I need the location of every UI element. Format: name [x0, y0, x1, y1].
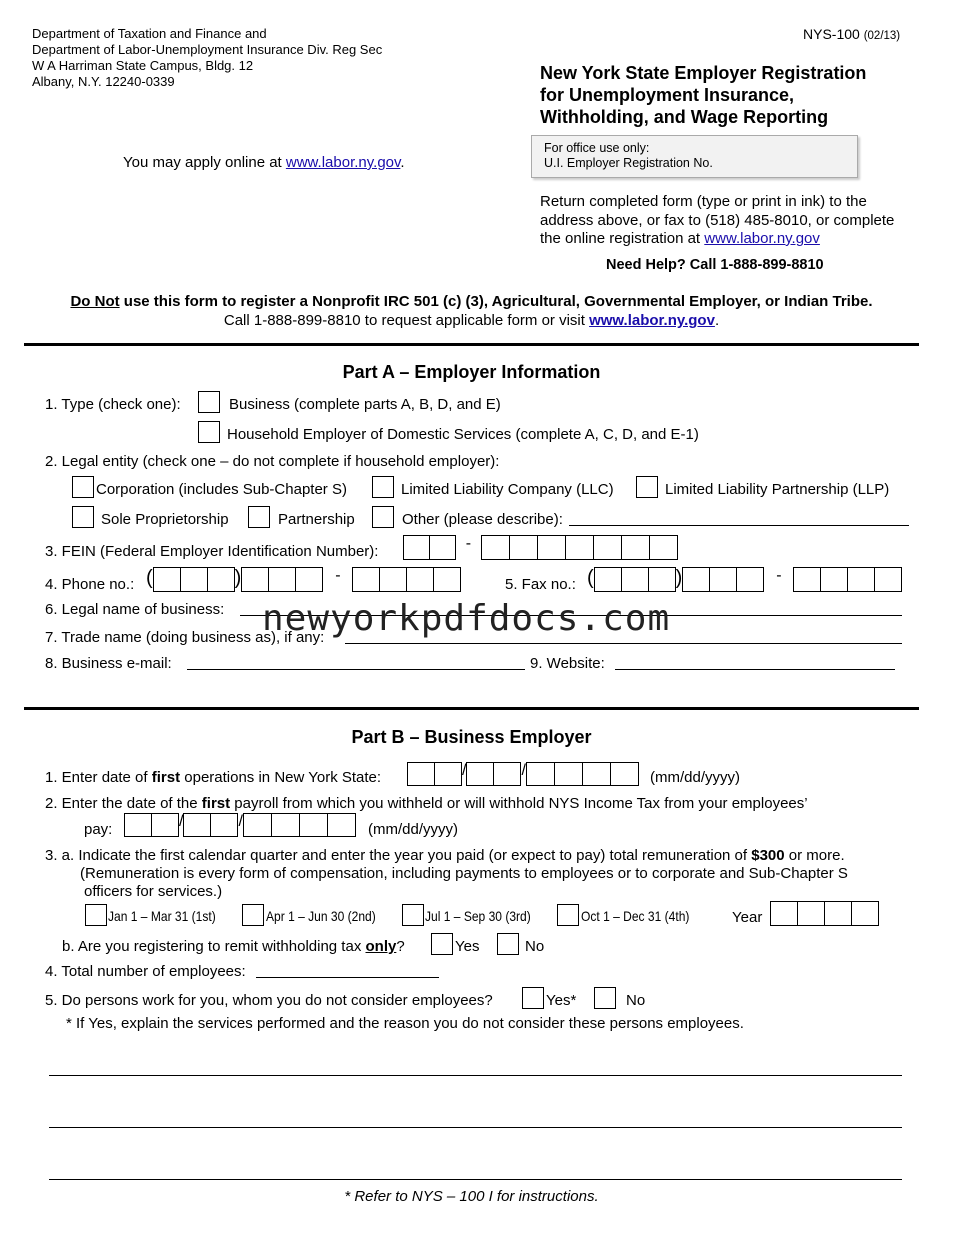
notice-line-2 — [0, 312, 943, 329]
llp-label: Limited Liability Partnership (LLP) — [665, 481, 890, 498]
q2-label: 2. Legal entity (check one – do not complete if household employer): — [45, 453, 500, 470]
b-q5-note: * If Yes, explain the services performed and the reason you do not consider these persons employees. — [66, 1015, 744, 1032]
yes-label: Yes — [455, 938, 480, 955]
labor-website-link[interactable]: www.labor.ny.gov — [285, 154, 401, 171]
return-line: the online registration at — [540, 230, 705, 247]
question-text: payroll from which you withheld or will withhold NYS Income Tax from your employees’ — [230, 795, 808, 812]
quarter-3-label — [425, 908, 548, 926]
q5-fax-label: 5. Fax no.: — [505, 576, 576, 593]
b-q3b-label — [62, 938, 405, 955]
punctuation: . — [714, 312, 720, 329]
return-line: Return completed form (type or print in ink) to the — [540, 193, 867, 210]
corporation-checkbox[interactable] — [72, 476, 94, 498]
registration-link[interactable]: www.labor.ny.gov — [704, 230, 820, 247]
question-text: operations in New York State: — [180, 769, 382, 786]
b-q3a-note: (Remuneration is every form of compensation, including payments to employees or to corporate and Sub-Chapter S — [80, 865, 848, 882]
quarter-3-checkbox[interactable] — [402, 904, 424, 926]
total-employees-field[interactable] — [256, 977, 439, 978]
no-label: No — [525, 938, 545, 955]
part-b-title: Part B – Business Employer — [351, 727, 592, 747]
fax-input[interactable]: ( ) - — [587, 567, 902, 592]
quarter-2-checkbox[interactable] — [242, 904, 264, 926]
other-describe-field[interactable] — [569, 525, 909, 526]
business-email-field[interactable] — [187, 669, 525, 670]
quarter-text: Jul 1 – Sep 30 (3rd) — [425, 908, 531, 924]
question-text: 3. a. Indicate the first calendar quarter and enter the year you paid (or expect to pay) total remuneration of — [45, 847, 752, 864]
section-divider — [24, 343, 919, 346]
b-q3a-label — [45, 847, 845, 864]
date-format-hint: (mm/dd/yyyy) — [368, 821, 458, 838]
notice-link[interactable]: www.labor.ny.gov — [589, 312, 715, 329]
withholding-only-yes-checkbox[interactable] — [431, 933, 453, 955]
household-checkbox[interactable] — [198, 421, 220, 443]
apply-online — [123, 154, 405, 171]
sole-proprietorship-checkbox[interactable] — [72, 506, 94, 528]
q9-website-label: 9. Website: — [530, 655, 605, 672]
question-text: b. Are you registering to remit withholding tax — [62, 938, 366, 955]
quarter-text: Jan 1 – Mar 31 (1st) — [108, 908, 216, 924]
pay-label: pay: — [84, 821, 113, 838]
address-line: W A Harriman State Campus, Bldg. 12 — [32, 58, 254, 73]
form-revision: (02/13) — [863, 30, 901, 42]
corporation-label: Corporation (includes Sub-Chapter S) — [96, 481, 347, 498]
b-q1-label — [45, 769, 381, 786]
b-q4-label: 4. Total number of employees: — [45, 963, 246, 980]
quarter-1-label — [108, 908, 233, 926]
sole-proprietorship-label: Sole Proprietorship — [101, 511, 229, 528]
withholding-only-no-checkbox[interactable] — [497, 933, 519, 955]
website-field[interactable] — [615, 669, 895, 670]
year-label: Year — [732, 909, 763, 926]
yes-star-label: Yes* — [546, 992, 577, 1009]
date-format-hint: (mm/dd/yyyy) — [650, 769, 740, 786]
title-line: New York State Employer Registration — [540, 63, 867, 83]
q8-email-label: 8. Business e-mail: — [45, 655, 172, 672]
question-emphasis: only — [365, 938, 397, 955]
other-checkbox[interactable] — [372, 506, 394, 528]
title-line: Withholding, and Wage Reporting — [540, 107, 829, 127]
phone-input[interactable]: ( ) - — [146, 567, 461, 592]
office-use-label: For office use only: — [544, 141, 650, 155]
help-line: Need Help? Call 1-888-899-8810 — [606, 257, 824, 273]
household-option-label: Household Employer of Domestic Services (complete A, C, D, and E-1) — [227, 426, 699, 443]
business-checkbox[interactable] — [198, 391, 220, 413]
title-line: for Unemployment Insurance, — [540, 85, 795, 105]
q1-label: 1. Type (check one): — [45, 396, 181, 413]
first-payroll-date-input[interactable]: / / — [124, 813, 356, 837]
llc-label: Limited Liability Company (LLC) — [401, 481, 614, 498]
b-q3a-note: officers for services.) — [84, 883, 223, 900]
notice-text: Call 1-888-899-8810 to request applicable form or visit — [223, 312, 590, 329]
quarter-text: Apr 1 – Jun 30 (2nd) — [266, 908, 376, 924]
address-line: Albany, N.Y. 12240-0339 — [32, 74, 175, 89]
quarter-4-checkbox[interactable] — [557, 904, 579, 926]
llp-checkbox[interactable] — [636, 476, 658, 498]
first-operations-date-input[interactable]: / / — [407, 762, 639, 786]
other-label: Other (please describe): — [402, 511, 563, 528]
b-q2-label — [45, 795, 808, 812]
llc-checkbox[interactable] — [372, 476, 394, 498]
question-emphasis: first — [201, 795, 231, 812]
quarter-4-label — [581, 908, 707, 926]
part-a-title: Part A – Employer Information — [342, 362, 601, 382]
explanation-line[interactable] — [49, 1127, 902, 1128]
quarter-2-label — [266, 908, 394, 926]
form-title — [540, 62, 866, 128]
quarter-1-checkbox[interactable] — [85, 904, 107, 926]
office-registration-field: U.I. Employer Registration No. — [544, 156, 713, 170]
b-q5-label: 5. Do persons work for you, whom you do not consider employees? — [45, 992, 493, 1009]
apply-text: You may apply online at — [123, 154, 286, 171]
explanation-line[interactable] — [49, 1075, 902, 1076]
notice-line-1 — [0, 293, 943, 310]
office-use-box — [531, 135, 858, 178]
question-text: 2. Enter the date of the — [45, 795, 202, 812]
fein-input[interactable]: - — [403, 535, 678, 560]
form-number: NYS-100 — [803, 26, 860, 42]
form-id — [803, 26, 900, 42]
question-text: ? — [396, 938, 405, 955]
section-divider — [24, 707, 919, 710]
address-line: Department of Taxation and Finance and — [32, 26, 267, 41]
do-not-emphasis: Do Not — [70, 293, 120, 310]
notice-text: use this form to register a Nonprofit IRC 501 (c) (3), Agricultural, Governmental Employer, or Indian Tribe. — [119, 293, 873, 310]
partnership-checkbox[interactable] — [248, 506, 270, 528]
address-line: Department of Labor-Unemployment Insurance Div. Reg Sec — [32, 42, 383, 57]
year-input[interactable] — [770, 901, 879, 926]
business-option-label: Business (complete parts A, B, D, and E) — [229, 396, 501, 413]
question-emphasis: first — [151, 769, 181, 786]
question-text: or more. — [784, 847, 845, 864]
footer-instructions: * Refer to NYS – 100 I for instructions. — [344, 1188, 599, 1205]
non-employees-no-checkbox[interactable] — [594, 987, 616, 1009]
question-emphasis: $300 — [751, 847, 785, 864]
explanation-line[interactable] — [49, 1179, 902, 1180]
q4-phone-label: 4. Phone no.: — [45, 576, 135, 593]
no-label: No — [626, 992, 646, 1009]
return-instructions — [540, 193, 894, 249]
q6-legal-name-label: 6. Legal name of business: — [45, 601, 225, 618]
trade-name-field[interactable] — [345, 643, 902, 644]
partnership-label: Partnership — [278, 511, 355, 528]
return-line: address above, or fax to (518) 485-8010, or complete — [540, 211, 895, 229]
watermark-text: newyorkpdfdocs.com — [262, 598, 671, 639]
quarter-text: Oct 1 – Dec 31 (4th) — [581, 908, 690, 924]
q7-trade-name-label: 7. Trade name (doing business as), if any: — [45, 629, 325, 646]
question-text: 1. Enter date of — [45, 769, 152, 786]
q3-fein-label: 3. FEIN (Federal Employer Identification Number): — [45, 543, 379, 560]
non-employees-yes-checkbox[interactable] — [522, 987, 544, 1009]
punctuation: . — [400, 154, 405, 171]
